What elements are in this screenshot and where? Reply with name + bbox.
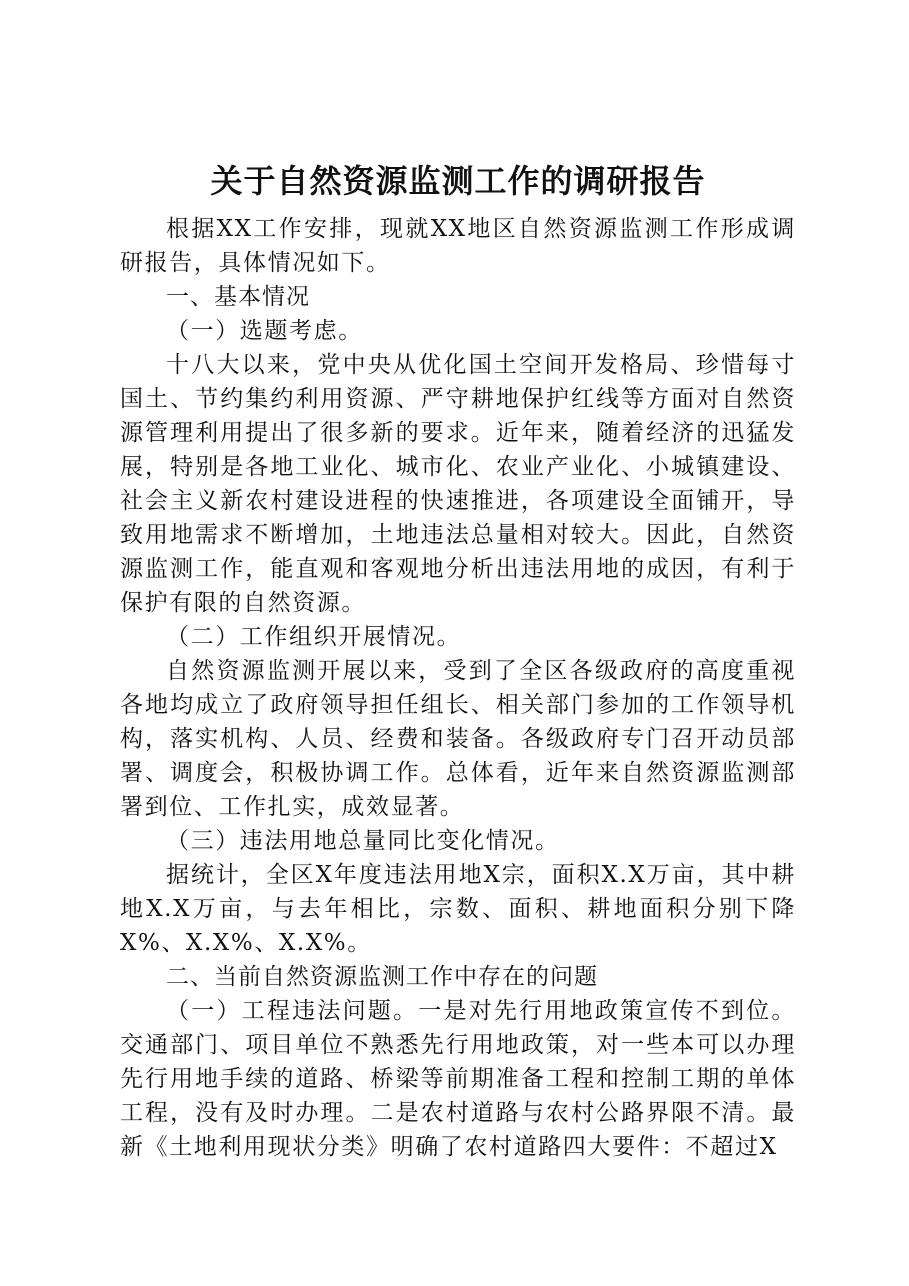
subheading-work-organization: （二）工作组织开展情况。	[166, 624, 462, 650]
intro-paragraph: 根据XX工作安排，现就XX地区自然资源监测工作形成调研报告，具体情况如下。	[120, 216, 796, 276]
subheading-illegal-land-change: （三）违法用地总量同比变化情况。	[166, 828, 560, 854]
document-title: 关于自然资源监测工作的调研报告	[210, 162, 706, 200]
document-page	[120, 150, 796, 1164]
paragraph-engineering-violations: （一）工程违法问题。一是对先行用地政策宣传不到位。交通部门、项目单位不熟悉先行用地政策，对一些本可以办理先行用地手续的道路、桥梁等前期准备工程和控制工期的单体工程，没有及时办理。二是农村道路与农村公路界限不清。最新《土地利用现状分类》明确了农村道路四大要件：不超过X	[120, 998, 796, 1160]
paragraph-topic-consideration: 十八大以来，党中央从优化国土空间开发格局、珍惜每寸国土、节约集约利用资源、严守耕地保护红线等方面对自然资源管理利用提出了很多新的要求。近年来，随着经济的迅猛发展，特别是各地工业化、城市化、农业产业化、小城镇建设、社会主义新农村建设进程的快速推进，各项建设全面铺开，导致用地需求不断增加，土地违法总量相对较大。因此，自然资源监测工作，能直观和客观地分析出违法用地的成因，有利于保护有限的自然资源。	[120, 352, 796, 616]
paragraph-illegal-land-change: 据统计，全区X年度违法用地X宗，面积X.X万亩，其中耕地X.X万亩，与去年相比，宗数、面积、耕地面积分别下降X%、X.X%、X.X%。	[120, 862, 796, 956]
paragraph-work-organization: 自然资源监测开展以来，受到了全区各级政府的高度重视各地均成立了政府领导担任组长、相关部门参加的工作领导机构，落实机构、人员、经费和装备。各级政府专门召开动员部署、调度会，积极协调工作。总体看，近年来自然资源监测部署到位、工作扎实，成效显著。	[120, 658, 796, 820]
section-heading-basic-situation: 一、基本情况	[166, 284, 310, 310]
subheading-topic-consideration: （一）选题考虑。	[166, 318, 363, 344]
section-heading-current-problems: 二、当前自然资源监测工作中存在的问题	[166, 964, 598, 990]
